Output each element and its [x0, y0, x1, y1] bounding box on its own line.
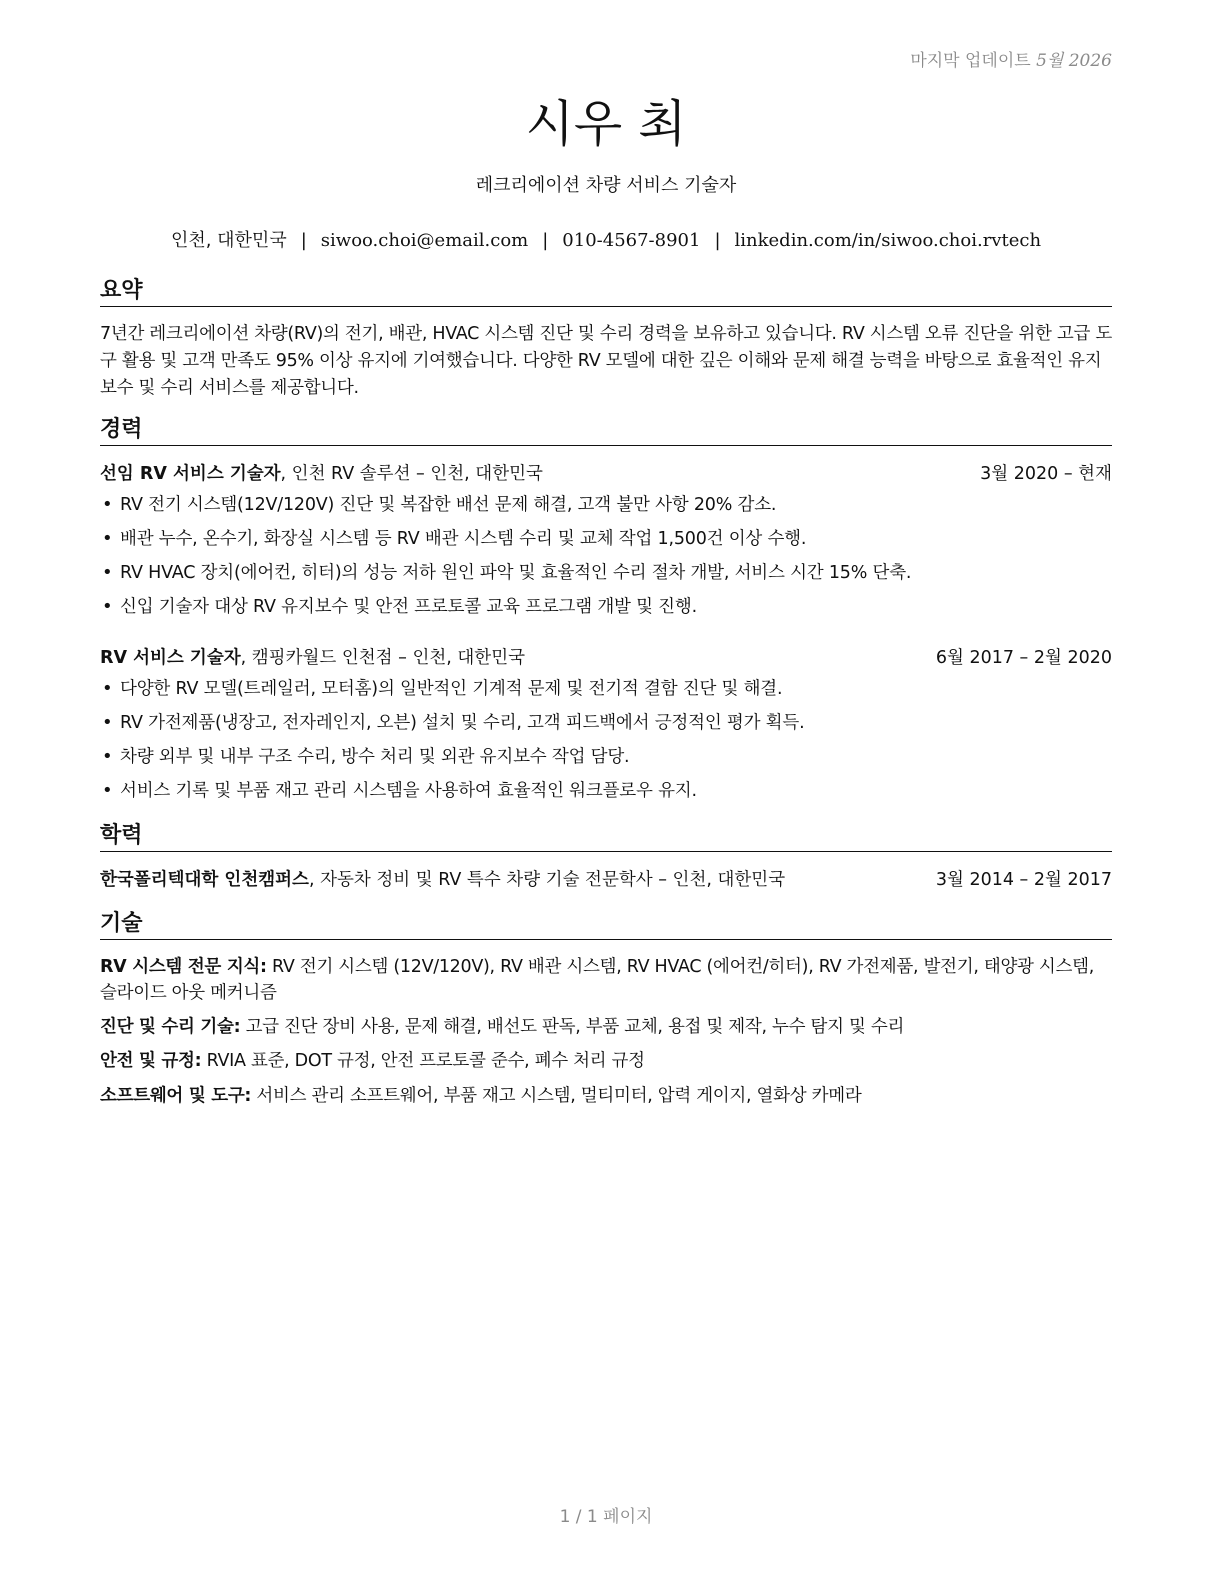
last-updated-month: 5월 [1036, 51, 1064, 71]
skill-label: 소프트웨어 및 도구: [100, 1086, 252, 1106]
last-updated [910, 46, 1112, 71]
last-updated-year: 2026 [1068, 51, 1112, 71]
skill-value: RVIA 표준, DOT 규정, 안전 프로토콜 준수, 폐수 처리 규정 [201, 1051, 645, 1071]
summary-text: 7년간 레크리에이션 차량(RV)의 전기, 배관, HVAC 시스템 진단 및 수리 경력을 보유하고 있습니다. RV 시스템 오류 진단을 위한 고급 도구 활용 및 고객 만족도 95% 이상 유지에 기여했습니다. 다양한 RV 모델에 대한 깊은 이해와 문제 해결 능력을 바탕으로 효율적인 유지보수 및 수리 서비스를 제공합니다. [100, 324, 1112, 398]
last-updated-label: 마지막 업데이트 [910, 51, 1031, 71]
experience-bullet: • 서비스 기록 및 부품 재고 관리 시스템을 사용하여 효율적인 워크플로우 유지. [100, 778, 1112, 812]
contact-separator: | [542, 230, 549, 251]
education-entry [100, 867, 1112, 893]
experience-dates: 3월 2020 – 현재 [980, 464, 1112, 484]
experience-bullet: • RV 전기 시스템(12V/120V) 진단 및 복잡한 배선 문제 해결, 고객 불만 사항 20% 감소. [100, 492, 1112, 526]
person-name: 시우 최 [525, 95, 687, 153]
experience-bullets [100, 492, 1112, 628]
contact-linkedin[interactable]: linkedin.com/in/siwoo.choi.rvtech [734, 230, 1042, 251]
experience-dates: 6월 2017 – 2월 2020 [935, 648, 1112, 668]
education-dates: 3월 2014 – 2월 2017 [935, 870, 1112, 890]
section-heading-education: 학력 [100, 822, 1112, 852]
experience-org: , 캠핑카월드 인천점 – 인천, 대한민국 [240, 648, 525, 668]
education-school: 한국폴리텍대학 인천캠퍼스 [100, 870, 309, 890]
experience-entry-header [100, 645, 1112, 671]
skill-item [100, 1048, 1112, 1074]
contact-separator: | [714, 230, 721, 251]
experience-role: 선임 RV 서비스 기술자 [100, 464, 281, 484]
section-heading-experience: 경력 [100, 416, 1112, 446]
skill-label: RV 시스템 전문 지식: [100, 957, 267, 977]
experience-bullet: • RV HVAC 장치(에어컨, 히터)의 성능 저하 원인 파악 및 효율적인 수리 절차 개발, 서비스 시간 15% 단축. [100, 560, 1112, 594]
skill-label: 진단 및 수리 기술: [100, 1017, 241, 1037]
experience-bullet: • 차량 외부 및 내부 구조 수리, 방수 처리 및 외관 유지보수 작업 담당. [100, 744, 1112, 778]
contact-phone: 010-4567-8901 [562, 230, 701, 251]
experience-bullet: • RV 가전제품(냉장고, 전자레인지, 오븐) 설치 및 수리, 고객 피드백에서 긍정적인 평가 획득. [100, 710, 1112, 744]
experience-bullet: • 신입 기술자 대상 RV 유지보수 및 안전 프로토콜 교육 프로그램 개발 및 진행. [100, 594, 1112, 628]
skill-label: 안전 및 규정: [100, 1051, 202, 1071]
contact-line [100, 226, 1112, 252]
skill-item [100, 954, 1112, 1006]
job-title: 레크리에이션 차량 서비스 기술자 [475, 175, 737, 196]
skill-value: 서비스 관리 소프트웨어, 부품 재고 시스템, 멀티미터, 압력 게이지, 열화상 카메라 [251, 1086, 862, 1106]
skill-item [100, 1083, 1112, 1109]
experience-role: RV 서비스 기술자 [100, 648, 241, 668]
section-heading-summary: 요약 [100, 277, 1112, 307]
experience-org: , 인천 RV 솔루션 – 인천, 대한민국 [280, 464, 543, 484]
page-footer: 1 / 1 페이지 [559, 1507, 653, 1527]
education-detail: , 자동차 정비 및 RV 특수 차량 기술 전문학사 – 인천, 대한민국 [308, 870, 786, 890]
skill-value: 고급 진단 장비 사용, 문제 해결, 배선도 판독, 부품 교체, 용접 및 제작, 누수 탐지 및 수리 [240, 1017, 905, 1037]
contact-location: 인천, 대한민국 [170, 230, 287, 251]
section-heading-skills: 기술 [100, 910, 1112, 940]
experience-bullet: • 다양한 RV 모델(트레일러, 모터홈)의 일반적인 기계적 문제 및 전기적 결함 진단 및 해결. [100, 676, 1112, 710]
skill-value: RV 전기 시스템 (12V/120V), RV 배관 시스템, RV HVAC (에어컨/히터), RV 가전제품, 발전기, 태양광 시스템, 슬라이드 아웃 메커니즘 [100, 957, 1094, 1003]
skill-item [100, 1014, 1112, 1040]
experience-entry-header [100, 461, 1112, 487]
experience-bullets [100, 676, 1112, 812]
experience-bullet: • 배관 누수, 온수기, 화장실 시스템 등 RV 배관 시스템 수리 및 교체 작업 1,500건 이상 수행. [100, 526, 1112, 560]
contact-email[interactable]: siwoo.choi@email.com [320, 230, 529, 251]
contact-separator: | [300, 230, 307, 251]
